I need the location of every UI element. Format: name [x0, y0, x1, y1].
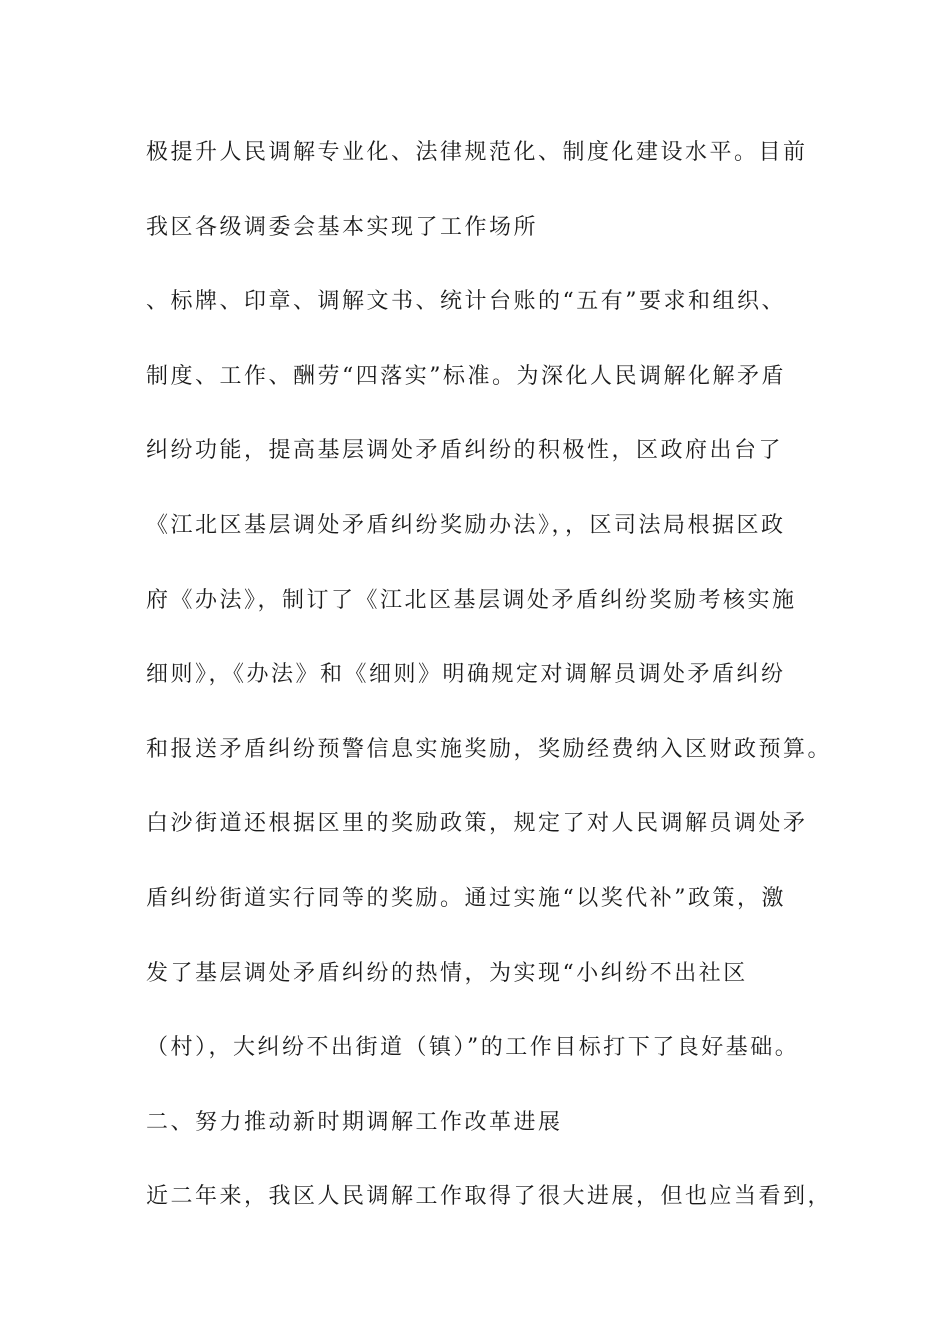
text-line: 、标牌、印章、调解文书、统计台账的“五有”要求和组织、 — [146, 289, 786, 315]
text-line: 发了基层调处矛盾纠纷的热情，为实现“小纠纷不出社区 — [146, 960, 748, 986]
text-line: 近二年来，我区人民调解工作取得了很大进展，但也应当看到， — [146, 1184, 833, 1210]
text-line: 和报送矛盾纠纷预警信息实施奖励，奖励经费纳入区财政预算。 — [146, 736, 833, 762]
text-line: （村），大纠纷不出街道（镇）”的工作目标打下了良好基础。 — [146, 1035, 800, 1061]
text-line: 极提升人民调解专业化、法律规范化、制度化建设水平。目前 — [146, 140, 808, 165]
text-line: 细则》，《办法》和《细则》明确规定对调解员调处矛盾纠纷 — [146, 662, 786, 688]
text-line: 我区各级调委会基本实现了工作场所 — [146, 214, 539, 240]
text-line: 《江北区基层调处矛盾纠纷奖励办法》，，区司法局根据区政 — [146, 512, 786, 538]
text-line: 白沙街道还根据区里的奖励政策，规定了对人民调解员调处矛 — [146, 811, 808, 837]
section-heading: 二、努力推动新时期调解工作改革进展 — [146, 1109, 563, 1135]
text-line: 纠纷功能，提高基层调处矛盾纠纷的积极性，区政府出台了 — [146, 438, 784, 464]
text-line: 制度、工作、酬劳“四落实”标准。为深化人民调解化解矛盾 — [146, 363, 786, 389]
document-body — [146, 126, 836, 1245]
text-line: 盾纠纷街道实行同等的奖励。通过实施“以奖代补”政策，激 — [146, 885, 786, 911]
text-line: 府《办法》，制订了《江北区基层调处矛盾纠纷奖励考核实施 — [146, 587, 797, 613]
